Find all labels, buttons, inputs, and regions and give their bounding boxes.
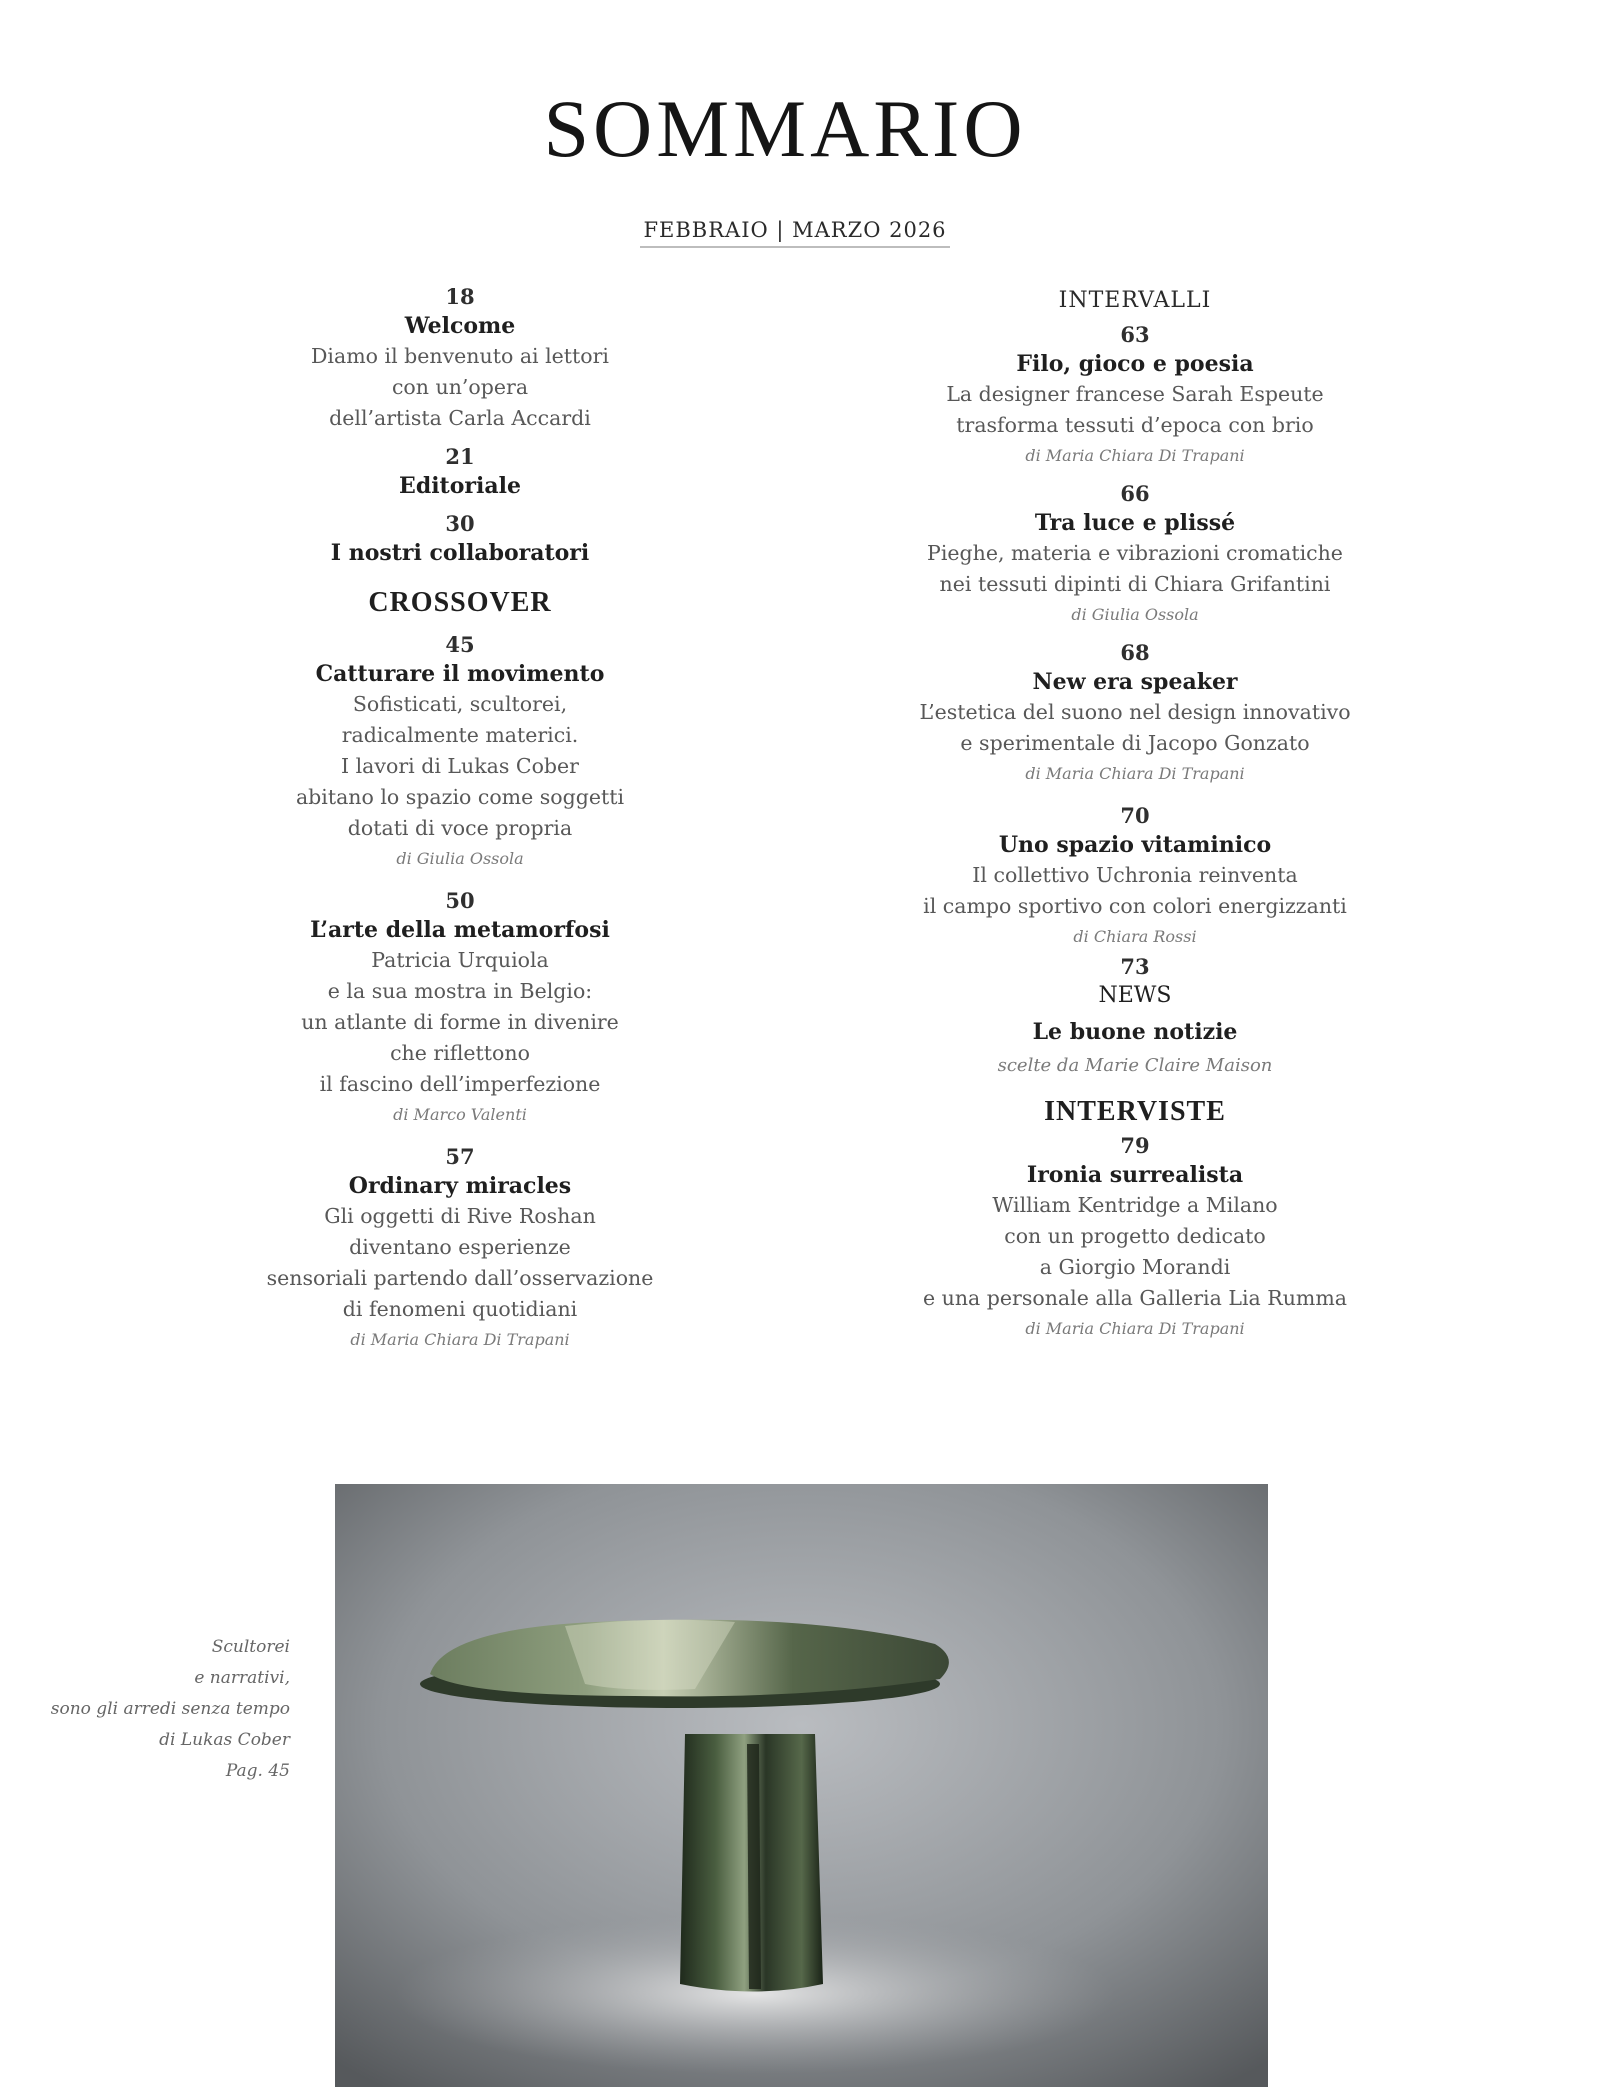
entry-text: dell’artista Carla Accardi (329, 406, 591, 430)
entry-text: nei tessuti dipinti di Chiara Grifantini (939, 572, 1331, 596)
entry-text: a Giorgio Morandi (1039, 1255, 1231, 1279)
page-title: SOMMARIO (543, 83, 1027, 174)
toc-left-column (245, 282, 675, 1355)
entry-title: Ordinary miracles (348, 1173, 572, 1199)
featured-photo (335, 1484, 1268, 2087)
section-heading-crossover: CROSSOVER (368, 587, 552, 618)
caption-line: Scultorei (211, 1637, 290, 1657)
page-number: 57 (445, 1144, 475, 1169)
entry-author: scelte da Marie Claire Maison (997, 1055, 1273, 1076)
page-number: 68 (1120, 640, 1150, 665)
entry-text: I lavori di Lukas Cober (341, 754, 579, 778)
entry-text: sensoriali partendo dall’osservazione (266, 1266, 654, 1290)
entry-author: di Giulia Ossola (1071, 605, 1199, 624)
caption-line: e narrativi, (194, 1668, 290, 1688)
entry-text: Il collettivo Uchronia reinventa (972, 863, 1298, 887)
entry-title: Filo, gioco e poesia (1016, 351, 1254, 377)
toc-entry[interactable] (880, 952, 1390, 1081)
entry-text: e sperimentale di Jacopo Gonzato (960, 731, 1310, 755)
entry-text: con un progetto dedicato (1004, 1224, 1266, 1248)
photo-caption (50, 1632, 290, 1787)
entry-text: Patricia Urquiola (371, 948, 549, 972)
entry-text: radicalmente materici. (341, 723, 579, 747)
entry-text: e una personale alla Galleria Lia Rumma (923, 1286, 1347, 1310)
page-number: 18 (445, 284, 475, 309)
entry-text: con un’opera (391, 375, 529, 399)
caption-line: Pag. 45 (225, 1761, 290, 1781)
entry-author: di Marco Valenti (393, 1105, 527, 1124)
toc-entry[interactable] (245, 1142, 675, 1355)
page-number: 66 (1120, 481, 1150, 506)
issue-date: FEBBRAIO | MARZO 2026 (640, 218, 950, 248)
entry-author: di Maria Chiara Di Trapani (350, 1330, 570, 1349)
section-heading-intervalli: INTERVALLI (1058, 288, 1212, 313)
entry-author: di Maria Chiara Di Trapani (1025, 1319, 1245, 1338)
page-number: 73 (1120, 954, 1150, 979)
entry-title: Editoriale (399, 473, 521, 499)
entry-text: diventano esperienze (349, 1235, 571, 1259)
toc-right-column (880, 282, 1390, 1344)
entry-title: Tra luce e plissé (1034, 510, 1236, 536)
entry-text: un atlante di forme in divenire (301, 1010, 619, 1034)
entry-text: L’estetica del suono nel design innovativo (919, 700, 1351, 724)
entry-title: Welcome (404, 313, 516, 339)
entry-text: dotati di voce propria (347, 816, 573, 840)
toc-entry[interactable] (880, 479, 1390, 630)
toc-entry[interactable] (880, 801, 1390, 952)
caption-line: di Lukas Cober (159, 1730, 290, 1750)
toc-entry[interactable] (245, 282, 675, 434)
table-photo-illustration (335, 1484, 1268, 2087)
entry-text: di fenomeni quotidiani (342, 1297, 578, 1321)
toc-entry[interactable] (245, 442, 675, 501)
entry-title: Uno spazio vitaminico (998, 832, 1272, 858)
entry-text: che riflettono (390, 1041, 530, 1065)
entry-text: William Kentridge a Milano (992, 1193, 1278, 1217)
toc-entry[interactable] (245, 630, 675, 874)
page-number: 21 (445, 444, 475, 469)
entry-text: trasforma tessuti d’epoca con brio (956, 413, 1314, 437)
entry-title: Catturare il movimento (315, 661, 605, 687)
entry-title: Le buone notizie (1032, 1019, 1238, 1045)
entry-title: L’arte della metamorfosi (310, 917, 610, 943)
entry-text: Gli oggetti di Rive Roshan (324, 1204, 596, 1228)
entry-text: Pieghe, materia e vibrazioni cromatiche (927, 541, 1343, 565)
section-heading-interviste: INTERVISTE (1044, 1096, 1226, 1127)
entry-title: I nostri collaboratori (330, 540, 590, 566)
toc-entry[interactable] (880, 638, 1390, 789)
entry-title: New era speaker (1032, 669, 1238, 695)
entry-text: Diamo il benvenuto ai lettori (311, 344, 609, 368)
entry-author: di Giulia Ossola (396, 849, 524, 868)
entry-text: abitano lo spazio come soggetti (295, 785, 625, 809)
page-number: 50 (445, 888, 475, 913)
page-number: 63 (1120, 322, 1150, 347)
page-number: 30 (445, 511, 475, 536)
entry-author: di Maria Chiara Di Trapani (1025, 446, 1245, 465)
news-label: NEWS (1098, 983, 1172, 1008)
entry-text: il fascino dell’imperfezione (319, 1072, 601, 1096)
entry-title: Ironia surrealista (1026, 1162, 1244, 1188)
entry-text: il campo sportivo con colori energizzanti (923, 894, 1347, 918)
caption-line: sono gli arredi senza tempo (50, 1699, 290, 1719)
toc-entry[interactable] (245, 509, 675, 568)
entry-text: Sofisticati, scultorei, (352, 692, 568, 716)
toc-entry[interactable] (245, 886, 675, 1130)
page-number: 45 (445, 632, 475, 657)
page-number: 79 (1120, 1133, 1150, 1158)
entry-author: di Chiara Rossi (1073, 927, 1197, 946)
toc-entry[interactable] (880, 1131, 1390, 1344)
entry-author: di Maria Chiara Di Trapani (1025, 764, 1245, 783)
entry-text: e la sua mostra in Belgio: (327, 979, 593, 1003)
entry-text: La designer francese Sarah Espeute (946, 382, 1324, 406)
page-number: 70 (1120, 803, 1150, 828)
toc-entry[interactable] (880, 320, 1390, 471)
